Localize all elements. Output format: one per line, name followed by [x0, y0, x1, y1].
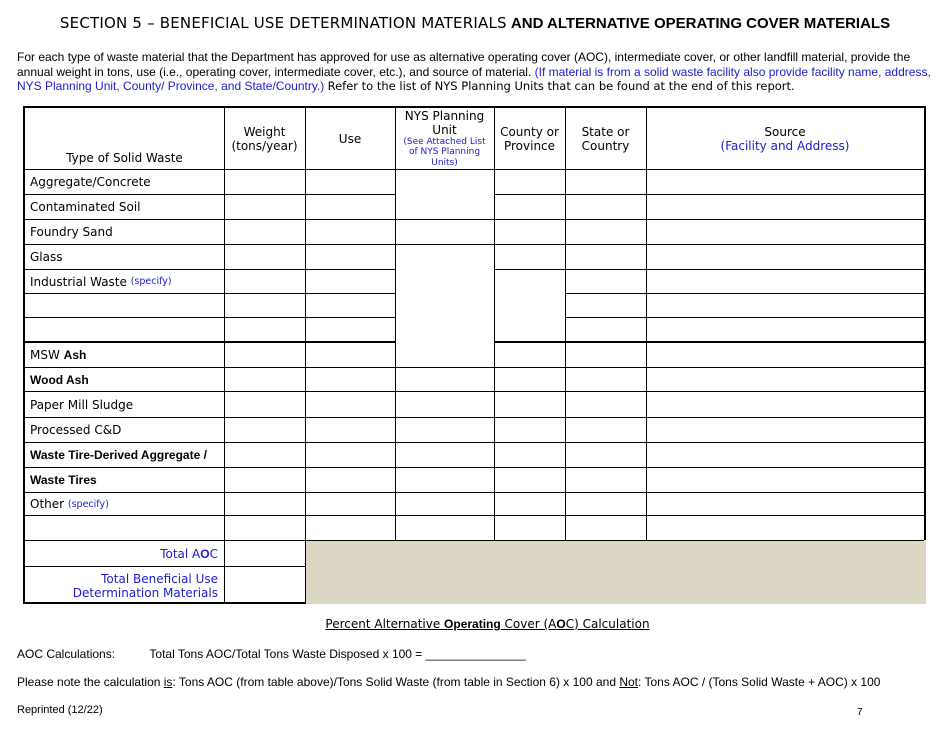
row-foundry-sand: Foundry Sand [30, 225, 113, 239]
industrial-specify-note: (specify) [130, 276, 172, 287]
calculation-note: Please note the calculation is: Tons AOC (from table above)/Tons Solid Waste (from table in Section 6) x 100 and Not: Tons AOC / (Tons Solid Waste + AOC) x 100 [17, 675, 881, 689]
section-title-part1: SECTION 5 – BENEFICIAL USE DETERMINATION MATERIALS [59, 14, 507, 32]
instructions-facility-note: (If material is from a solid waste facility also provide facility name, address, NYS Planning Unit, County/ Province, and State/Country.) [17, 64, 931, 93]
shaded-area [306, 540, 926, 604]
aoc-calculation-row [17, 647, 526, 661]
row-waste-tire-derived-aggregate: Waste Tire-Derived Aggregate / [30, 448, 207, 462]
other-specify-note: (specify) [67, 498, 109, 510]
instructions-reference: Refer to the list of NYS Planning Units that can be found at the end of this report. [327, 79, 795, 93]
header-type-of-solid-waste: Type of Solid Waste [66, 151, 183, 165]
header-source: Source (Facility and Address) [720, 124, 850, 153]
row-msw-ash: MSW Ash [30, 348, 87, 362]
section-title [0, 14, 950, 32]
source-note: (Facility and Address) [720, 138, 850, 153]
row-waste-tires: Waste Tires [30, 473, 97, 487]
instructions [17, 50, 933, 94]
waste-materials-table [23, 106, 926, 604]
row-paper-mill-sludge: Paper Mill Sludge [30, 397, 134, 412]
header-county-or-province: County or Province [500, 124, 559, 153]
page-number: 7 [857, 707, 863, 718]
instructions-main: For each type of waste material that the Department has approved for use as alternative operating cover (AOC), intermediate cover, or other landfill material, provide the annual weight in tons, use (i.e., operating cover, intermediate cover, etc.), and source of material. [17, 50, 911, 79]
row-aggregate-concrete: Aggregate/Concrete [30, 175, 151, 189]
nys-planning-unit-note: (See Attached List of NYS Planning Units) [403, 136, 486, 168]
aoc-calculation-formula: Total Tons AOC/Total Tons Waste Disposed x 100 = _______________ [149, 647, 526, 661]
row-contaminated-soil: Contaminated Soil [30, 200, 141, 214]
total-aoc-label: Total AOC [160, 546, 218, 561]
row-wood-ash: Wood Ash [30, 372, 89, 387]
section-title-part2: AND ALTERNATIVE OPERATING COVER MATERIALS [510, 15, 891, 32]
total-bud-materials-label: Total Beneficial Use Determination Materials [72, 571, 218, 600]
header-weight: Weight (tons/year) [231, 124, 298, 153]
aoc-calculation-label: AOC Calculations: [17, 647, 116, 661]
reprinted-date: Reprinted (12/22) [17, 704, 103, 716]
row-processed-cd: Processed C&D [30, 423, 122, 437]
row-glass: Glass [30, 250, 63, 264]
aoc-calculation-heading: Percent Alternative Operating Cover (AOC) Calculation [325, 617, 650, 631]
row-industrial-waste: Industrial Waste (specify) [30, 274, 172, 289]
row-other: Other (specify) [30, 497, 109, 511]
header-nys-planning-unit: NYS Planning Unit (See Attached List of NYS Planning Units) [395, 108, 494, 169]
header-use: Use [338, 131, 362, 146]
header-state-or-country: State or Country [581, 124, 630, 153]
